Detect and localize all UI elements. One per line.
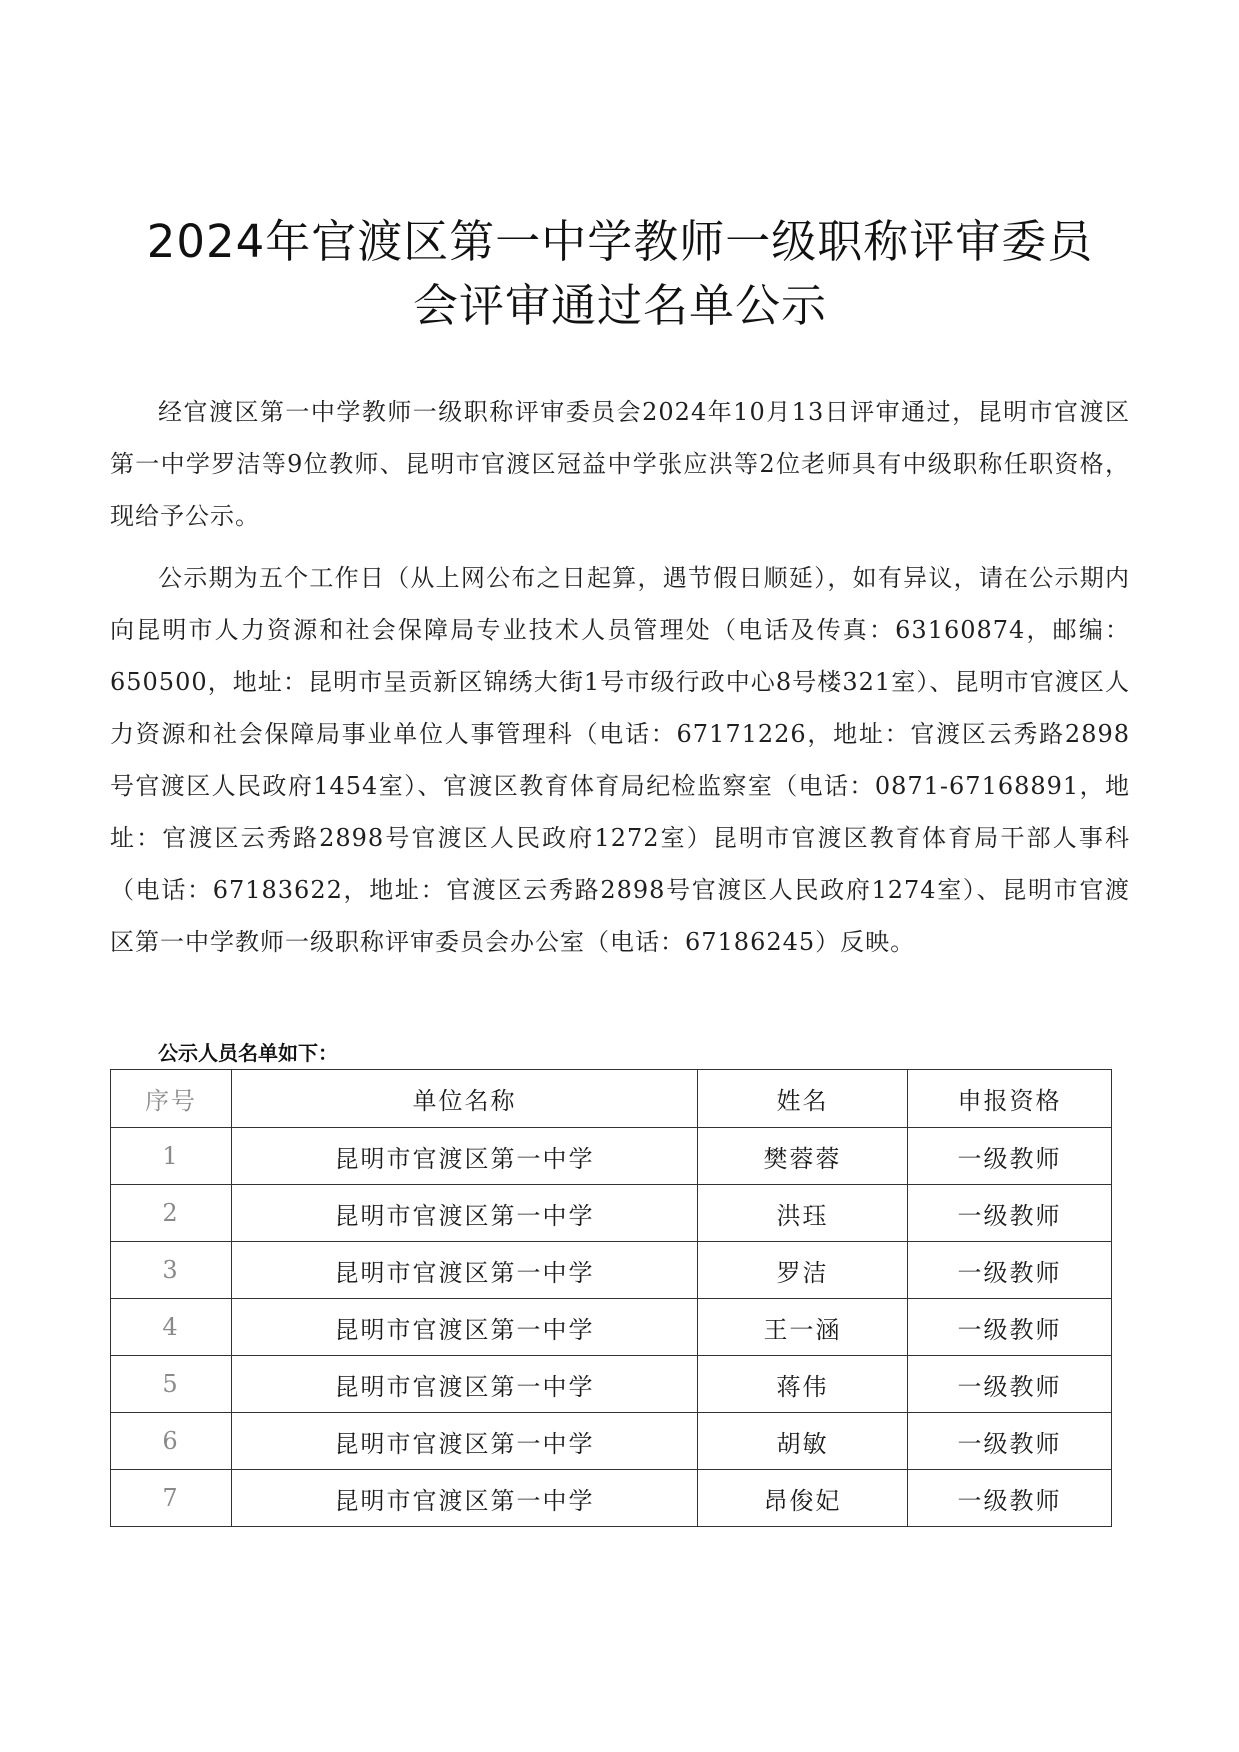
table-row: [111, 1299, 1112, 1356]
row-name: 王一涵: [698, 1299, 908, 1356]
table-row: [111, 1242, 1112, 1299]
row-unit: 昆明市官渡区第一中学: [232, 1242, 698, 1299]
row-index: 7: [111, 1470, 232, 1527]
row-qualification: 一级教师: [908, 1242, 1112, 1299]
row-unit: 昆明市官渡区第一中学: [232, 1470, 698, 1527]
row-index: 5: [111, 1356, 232, 1413]
row-name: 胡敏: [698, 1413, 908, 1470]
table-row: [111, 1128, 1112, 1185]
header-index: 序号: [111, 1070, 232, 1128]
table-row: [111, 1470, 1112, 1527]
row-unit: 昆明市官渡区第一中学: [232, 1299, 698, 1356]
row-qualification: 一级教师: [908, 1185, 1112, 1242]
row-index: 1: [111, 1128, 232, 1185]
intro-paragraph: [110, 386, 1130, 542]
row-name: 罗洁: [698, 1242, 908, 1299]
header-qualification: 申报资格: [908, 1070, 1112, 1128]
row-qualification: 一级教师: [908, 1413, 1112, 1470]
header-name: 姓名: [698, 1070, 908, 1128]
row-unit: 昆明市官渡区第一中学: [232, 1356, 698, 1413]
objection-paragraph: [110, 552, 1130, 968]
row-index: 4: [111, 1299, 232, 1356]
page-title-line-1: 2024年官渡区第一中学教师一级职称评审委员: [146, 215, 1094, 268]
row-name: 蒋伟: [698, 1356, 908, 1413]
row-index: 3: [111, 1242, 232, 1299]
row-qualification: 一级教师: [908, 1299, 1112, 1356]
row-unit: 昆明市官渡区第一中学: [232, 1185, 698, 1242]
intro-paragraph-text: 经官渡区第一中学教师一级职称评审委员会2024年10月13日评审通过，昆明市官渡区第一中学罗洁等9位教师、昆明市官渡区冠益中学张应洪等2位老师具有中级职称任职资格，现给予公示。: [110, 398, 1130, 530]
row-unit: 昆明市官渡区第一中学: [232, 1413, 698, 1470]
objection-paragraph-text: 公示期为五个工作日（从上网公布之日起算，遇节假日顺延），如有异议，请在公示期内向昆明市人力资源和社会保障局专业技术人员管理处（电话及传真：63160874，邮编：650500，地址：昆明市呈贡新区锦绣大街1号市级行政中心8号楼321室）、昆明市官渡区人力资源和社会保障局事业单位人事管理科（电话：67171226，地址：官渡区云秀路2898号官渡区人民政府1454室）、官渡区教育体育局纪检监察室（电话：0871-67168891，地址：官渡区云秀路2898号官渡区人民政府1272室）昆明市官渡区教育体育局干部人事科（电话：67183622，地址：官渡区云秀路2898号官渡区人民政府1274室）、昆明市官渡区第一中学教师一级职称评审委员会办公室（电话：67186245）反映。: [110, 564, 1130, 956]
row-name: 洪珏: [698, 1185, 908, 1242]
row-index: 6: [111, 1413, 232, 1470]
row-name: 昂俊妃: [698, 1470, 908, 1527]
table-header-row: [111, 1070, 1112, 1128]
row-qualification: 一级教师: [908, 1356, 1112, 1413]
table-row: [111, 1185, 1112, 1242]
row-qualification: 一级教师: [908, 1128, 1112, 1185]
table-row: [111, 1413, 1112, 1470]
page-title-line-2: 会评审通过名单公示: [412, 279, 827, 332]
roster-table: [110, 1069, 1112, 1527]
header-unit: 单位名称: [232, 1070, 698, 1128]
row-unit: 昆明市官渡区第一中学: [232, 1128, 698, 1185]
row-index: 2: [111, 1185, 232, 1242]
row-name: 樊蓉蓉: [698, 1128, 908, 1185]
list-heading: 公示人员名单如下：: [158, 1041, 338, 1065]
row-qualification: 一级教师: [908, 1470, 1112, 1527]
table-row: [111, 1356, 1112, 1413]
